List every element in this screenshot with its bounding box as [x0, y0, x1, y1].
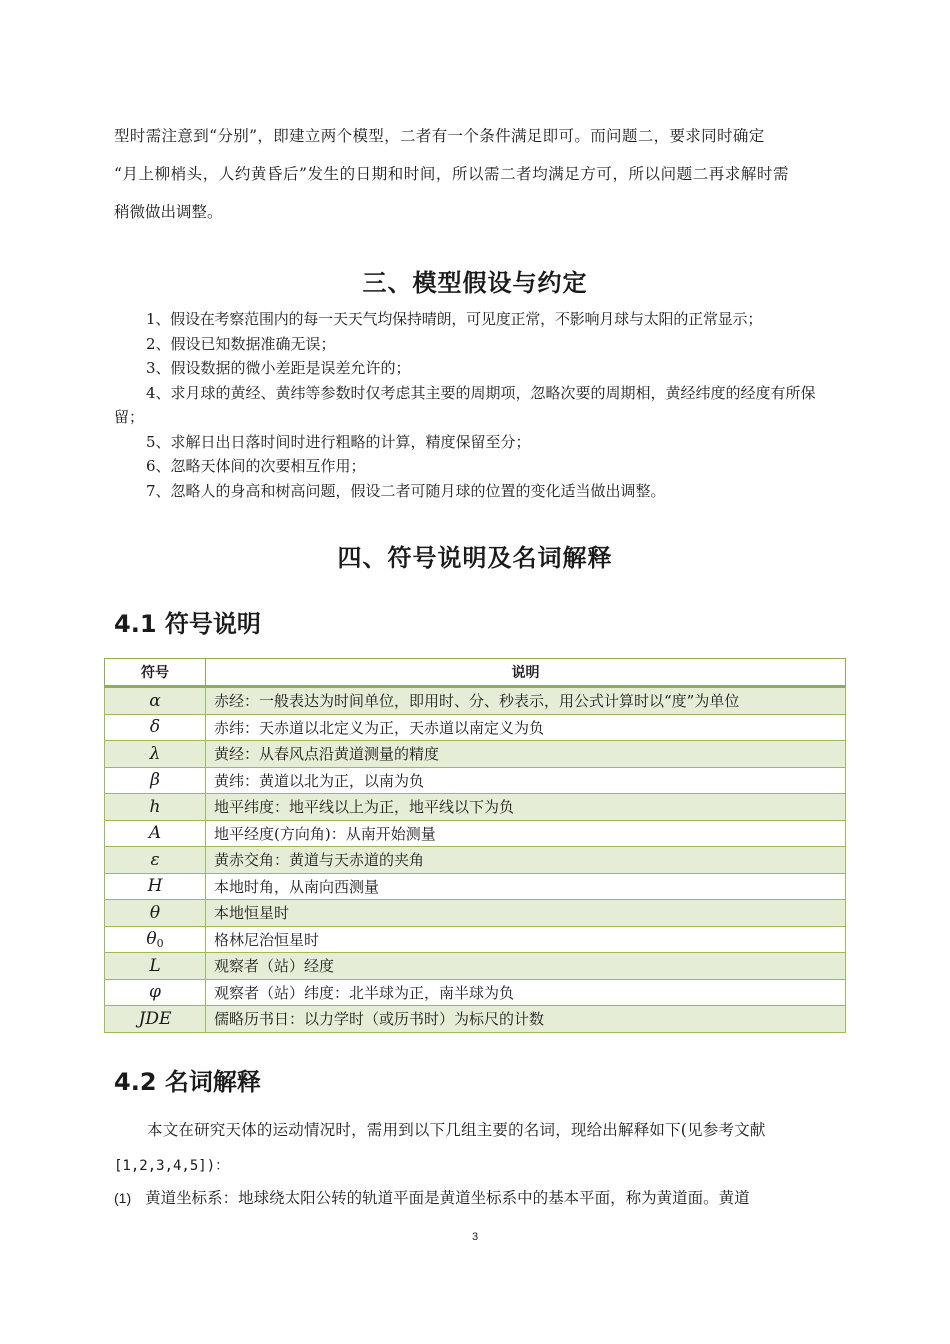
description-cell: 黄纬：黄道以北为正，以南为负: [206, 767, 846, 794]
description-cell: 儒略历书日：以力学时（或历书时）为标尺的计数: [206, 1006, 846, 1033]
terms-intro-line-1: 本文在研究天体的运动情况时，需用到以下几组主要的名词，现给出解释如下(见参考文献: [147, 1121, 766, 1139]
description-cell: 黄经：从春风点沿黄道测量的精度: [206, 741, 846, 768]
header-description: 说明: [206, 659, 846, 687]
assumption-item: 5、求解日出日落时间时进行粗略的计算，精度保留至分；: [146, 432, 531, 451]
symbol-cell: β: [105, 767, 206, 794]
assumption-item: 1、假设在考察范围内的每一天天气均保持晴朗，可见度正常，不影响月球与太阳的正常显示；: [146, 310, 763, 328]
section-4-title: 四、符号说明及名词解释: [337, 544, 613, 572]
table-row: [105, 767, 846, 794]
table-row: [105, 979, 846, 1006]
terms-intro: [114, 1112, 836, 1184]
symbol-table: [104, 658, 846, 1033]
symbol-cell: JDE: [105, 1006, 206, 1033]
table-row: [105, 900, 846, 927]
table-row: [105, 873, 846, 900]
description-cell: 赤经：一般表达为时间单位，即用时、分、秒表示，用公式计算时以“度”为单位: [206, 687, 846, 715]
description-cell: 观察者（站）经度: [206, 953, 846, 980]
description-cell: 本地时角，从南向西测量: [206, 873, 846, 900]
subsection-4-1-title: 4.1 符号说明: [114, 610, 261, 638]
assumption-item: 3、假设数据的微小差距是误差允许的；: [146, 359, 411, 377]
intro-paragraph: [114, 117, 836, 231]
symbol-cell: φ: [105, 979, 206, 1006]
symbol-cell: L: [105, 953, 206, 980]
symbol-cell: λ: [105, 741, 206, 768]
assumption-item: 6、忽略天体间的次要相互作用；: [146, 457, 366, 475]
table-row: [105, 687, 846, 715]
table-header-row: [105, 659, 846, 687]
description-cell: 黄赤交角：黄道与天赤道的夹角: [206, 847, 846, 874]
header-symbol: 符号: [105, 659, 206, 687]
assumption-list: [114, 307, 836, 503]
page-number: 3: [471, 1231, 479, 1243]
table-row: [105, 820, 846, 847]
description-cell: 赤纬：天赤道以北定义为正，天赤道以南定义为负: [206, 714, 846, 741]
list-item-number: (1): [114, 1190, 132, 1206]
section-3-title: 三、模型假设与约定: [362, 269, 588, 297]
table-row: [105, 741, 846, 768]
table-row: [105, 1006, 846, 1033]
assumption-item: 2、假设已知数据准确无误；: [146, 334, 336, 353]
intro-line-3: 稍微做出调整。: [114, 203, 223, 221]
description-cell: 观察者（站）纬度：北半球为正，南半球为负: [206, 979, 846, 1006]
symbol-subscript: 0: [156, 936, 164, 950]
symbol-cell: α: [105, 687, 206, 715]
assumption-item: 7、忽略人的身高和树高问题，假设二者可随月球的位置的变化适当做出调整。: [146, 481, 666, 500]
intro-line-1: 型时需注意到“分别”，即建立两个模型，二者有一个条件满足即可。而问题二，要求同时确定: [114, 127, 765, 145]
description-cell: 地平经度(方向角)：从南开始测量: [206, 820, 846, 847]
terms-intro-line-2: [1,2,3,4,5])：: [114, 1158, 230, 1174]
intro-line-2: “月上柳梢头，人约黄昏后”发生的日期和时间，所以需二者均满足方可，所以问题二再求解时需: [114, 165, 790, 183]
symbol-cell: θ: [105, 900, 206, 927]
description-cell: 格林尼治恒星时: [206, 926, 846, 953]
list-item-text: 黄道坐标系：地球绕太阳公转的轨道平面是黄道坐标系中的基本平面，称为黄道面。黄道: [145, 1189, 750, 1207]
symbol-cell: δ: [105, 714, 206, 741]
table-row: [105, 847, 846, 874]
symbol-cell: [105, 926, 206, 953]
symbol-cell: A: [105, 820, 206, 847]
subsection-4-2-title: 4.2 名词解释: [114, 1068, 261, 1096]
description-cell: 地平纬度：地平线以上为正，地平线以下为负: [206, 794, 846, 821]
symbol-cell: h: [105, 794, 206, 821]
description-cell: 本地恒星时: [206, 900, 846, 927]
symbol-base: θ: [146, 928, 157, 949]
table-row: [105, 926, 846, 953]
table-row: [105, 953, 846, 980]
table-row: [105, 794, 846, 821]
symbol-cell: H: [105, 873, 206, 900]
symbol-cell: ε: [105, 847, 206, 874]
terms-list-item: [114, 1186, 836, 1208]
table-row: [105, 714, 846, 741]
assumption-item: 4、求月球的黄经、黄纬等参数时仅考虑其主要的周期项，忽略次要的周期相，黄经纬度的经度有所保留；: [114, 383, 816, 426]
